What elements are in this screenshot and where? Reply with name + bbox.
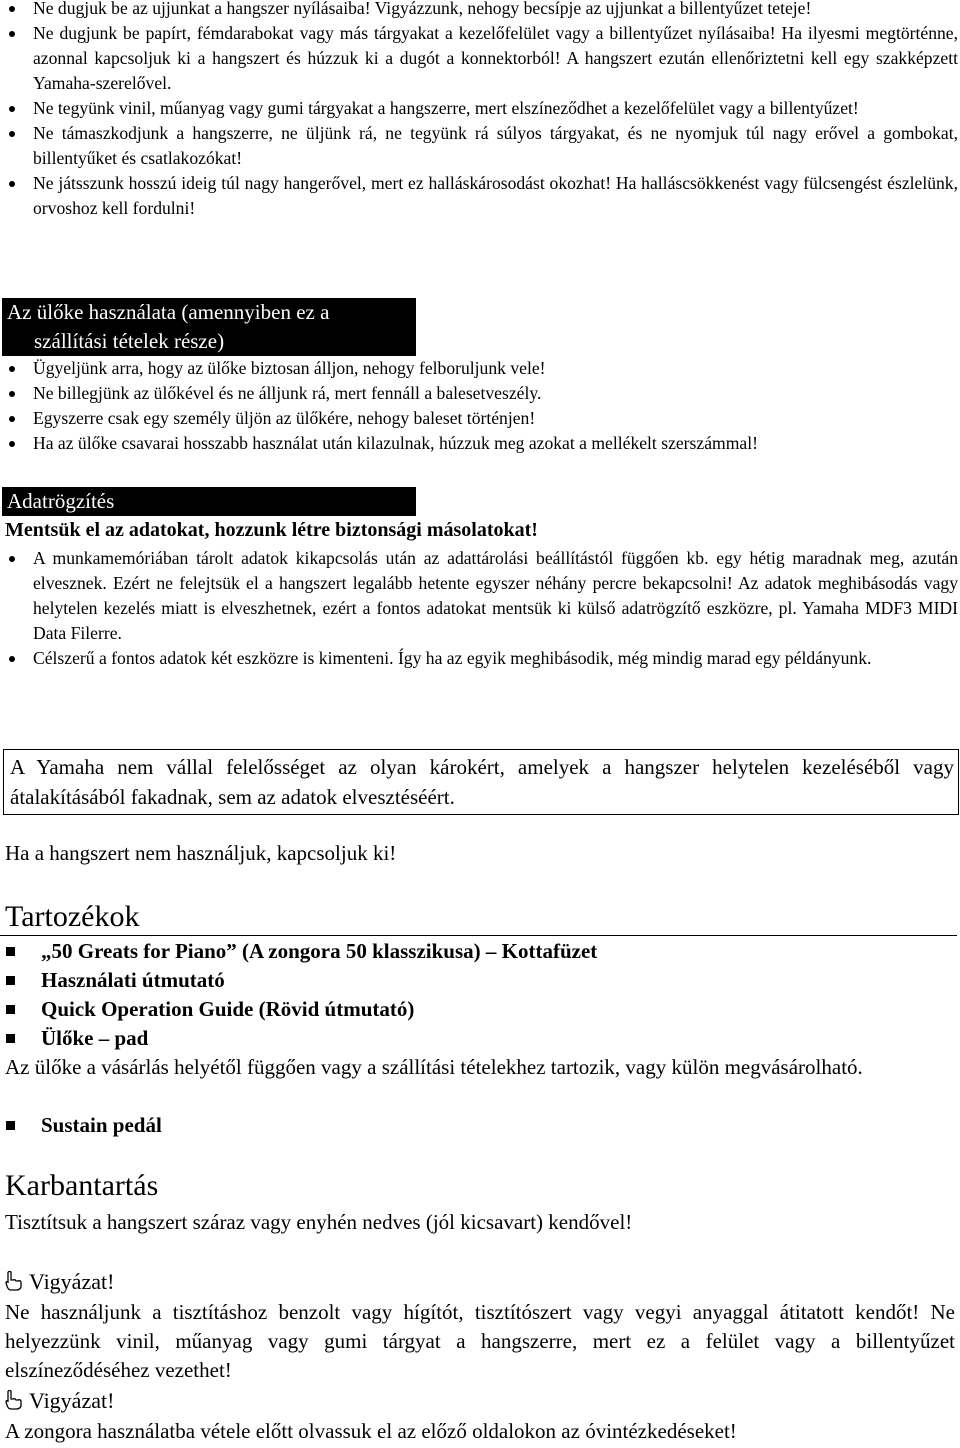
list-item: Ülőke – pad xyxy=(0,1024,955,1053)
caution-2-text: A zongora használatba vétele előtt olvassuk el az előző oldalokon az óvintézkedéseket! xyxy=(5,1419,737,1443)
list-item: Ne dugjunk be papírt, fémdarabokat vagy más tárgyakat a kezelőfelület vagy a billentyűzet nyílásaiba! Ha ilyesmi megtörténne, azonnal kapcsoljuk ki a hangszert és húzzuk ki a dugót a konnektorból! A hangszert ezután ellenőriztetni kell egy szakképzett Yamaha-szerelővel. xyxy=(0,21,958,96)
list-item: Használati útmutató xyxy=(0,966,955,995)
list-item: Ne játsszunk hosszú ideig túl nagy hangerővel, mert ez halláskárosodást okozhat! Ha halláscsökkenést vagy fülcsengést észlelünk, orvoshoz kell fordulni! xyxy=(0,171,958,221)
caution-label: Vigyázat! xyxy=(29,1388,115,1413)
list-item: Ne billegjünk az ülőkével és ne álljunk rá, mert fennáll a balesetveszély. xyxy=(0,381,958,406)
caution-1-text: Ne használjunk a tisztításhoz benzolt vagy hígítót, tisztítószert vagy vegyi anyaggal átitatott kendőt! Ne helyezzünk vinil, műanyag vagy gumi tárgyat a hangszerre, mert ez a felület vagy a billentyűzet elszíneződéséhez vezethet! xyxy=(5,1300,955,1382)
caution-2 xyxy=(0,1386,114,1416)
maintenance-text: Tisztítsuk a hangszert száraz vagy enyhén nedves (jól kicsavart) kendővel! xyxy=(5,1210,633,1234)
list-item: A munkamemóriában tárolt adatok kikapcsolás után az adattárolási beállítástól függően kb. egy hétig maradnak meg, azután elvesznek. Ezért ne felejtsük el a hangszert legalább hetente egyszer néhány percre bekapcsolni! Az adatok meghibásodás vagy helytelen kezelés miatt is elveszhetnek, ezért a fontos adatokat mentsük ki külső adatrögzítő eszközre, pl. Yamaha MDF3 MIDI Data Filerre. xyxy=(0,546,958,646)
list-item: Célszerű a fontos adatok két eszközre is kimenteni. Így ha az egyik meghibásodik, még mindig marad egy példányunk. xyxy=(0,646,958,671)
list-item: Quick Operation Guide (Rövid útmutató) xyxy=(0,995,955,1024)
data-saving-list xyxy=(0,546,958,671)
list-item: Ne dugjuk be az ujjunkat a hangszer nyílásaiba! Vigyázzunk, nehogy becsípje az ujjunkat a billentyűzet teteje! xyxy=(0,0,958,21)
disclaimer-box: A Yamaha nem vállal felelősséget az olyan károkért, amelyek a hangszer helytelen kezeléséből vagy átalakításából fakadnak, sem az adatok elvesztéséért. xyxy=(3,749,959,815)
accessories-list xyxy=(0,937,955,1053)
power-off-note: Ha a hangszert nem használjuk, kapcsoljuk ki! xyxy=(5,841,397,865)
list-item: Ha az ülőke csavarai hosszabb használat után kilazulnak, húzzuk meg azokat a mellékelt szerszámmal! xyxy=(0,431,958,456)
accessories-heading: Tartozékok xyxy=(0,899,957,936)
pointing-hand-icon xyxy=(5,1271,23,1291)
list-item: Sustain pedál xyxy=(0,1111,955,1140)
accessories-list-2 xyxy=(0,1111,955,1140)
list-item: Ne tegyünk vinil, műanyag vagy gumi tárgyakat a hangszerre, mert elszíneződhet a kezelőfelület vagy a billentyűzet! xyxy=(0,96,958,121)
bench-heading xyxy=(2,298,416,356)
caution-label: Vigyázat! xyxy=(29,1269,115,1294)
list-item: „50 Greats for Piano” (A zongora 50 klasszikusa) – Kottafüzet xyxy=(0,937,955,966)
safety-list xyxy=(0,0,958,221)
pointing-hand-icon xyxy=(5,1390,23,1410)
bench-heading-line2: szállítási tételek része) xyxy=(34,329,225,353)
caution-1 xyxy=(0,1267,114,1297)
accessories-note: Az ülőke a vásárlás helyétől függően vagy a szállítási tételekhez tartozik, vagy külön megvásárolható. xyxy=(5,1055,863,1079)
maintenance-heading: Karbantartás xyxy=(5,1169,159,1202)
data-saving-subheading: Mentsük el az adatokat, hozzunk létre biztonsági másolatokat! xyxy=(5,519,538,541)
bench-list xyxy=(0,356,958,456)
bench-heading-line1: Az ülőke használata (amennyiben ez a xyxy=(7,300,330,324)
list-item: Egyszerre csak egy személy üljön az ülőkére, nehogy baleset történjen! xyxy=(0,406,958,431)
list-item: Ügyeljünk arra, hogy az ülőke biztosan álljon, nehogy felboruljunk vele! xyxy=(0,356,958,381)
list-item: Ne támaszkodjunk a hangszerre, ne üljünk rá, ne tegyünk rá súlyos tárgyakat, és ne nyomjuk túl nagy erővel a gombokat, billentyűket és csatlakozókat! xyxy=(0,121,958,171)
data-saving-heading: Adatrögzítés xyxy=(2,487,416,516)
